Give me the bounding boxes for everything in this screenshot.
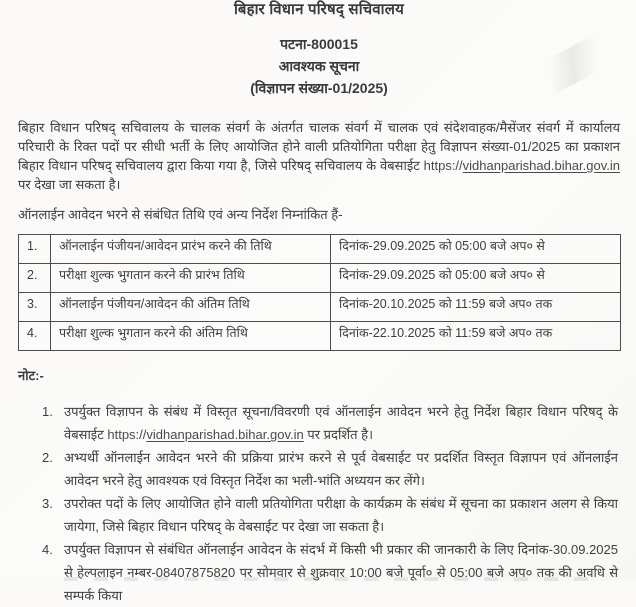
table-row (19, 264, 621, 293)
url-domain: vidhanparishad.bihar.gov.in (146, 427, 304, 442)
intro-text-before-url: बिहार विधान परिषद् सचिवालय के चालक संवर्ग के अंतर्गत चालक संवर्ग में चालक एवं संदेशवाहक/मैसेंजर संवर्ग में कार्यालय परिचारी के रिक्त पदों पर सीधी भर्ती के लिए आयोजित होने वाली प्रतियोगिता परीक्षा हेतु विज्ञापन संख्या-01/2025 का प्रकाशन बिहार विधान परिषद् सचिवालय द्वारा किया गया है, जिसे परिषद् सचिवालय के वेबसाईट (18, 120, 620, 173)
dates-heading: ऑनलाईन आवेदन भरने से संबंधित तिथि एवं अन्य निर्देश निम्नांकित हैं- (18, 207, 343, 222)
intro-text-after-url: पर देखा जा सकता है। (18, 177, 121, 192)
note-text: उपर्युक्त विज्ञापन से संबंधित ऑनलाईन आवेदन के संदर्भ में किसी भी प्रकार की जानकारी के लिए दिनांक-30.09.2025 से हेल्पलाइन नम्बर-08407875820 पर सोमवार से शुक्रवार 10:00 बजे पूर्वा० से 05:00 बजे अप० तक की अवधि से सम्पर्क किया (64, 542, 618, 603)
list-item (18, 492, 620, 538)
note-text: उपरोक्त पदों के लिए आयोजित होने वाली प्रतियोगिता परीक्षा के कार्यक्रम के संबंध में सूचना का प्रकाशन अलग से किया जायेगा, जिसे बिहार विधान परिषद् के वेबसाईट पर देखा जा सकता है। (64, 496, 618, 534)
org-name: बिहार विधान परिषद् सचिवालय (233, 1, 405, 18)
table-row (19, 322, 621, 351)
list-item (18, 538, 620, 607)
note-text: अभ्यर्थी ऑनलाईन आवेदन भरने की प्रक्रिया प्रारंभ करने से पूर्व वेबसाईट पर प्रदर्शित विस्तृत विज्ञापन एवं ऑनलाईन आवेदन भरने हेतु आवश्यक एवं विस्तृत निर्देश का भली-भांति अध्ययन कर लेंगे। (64, 450, 618, 488)
advertisement-number: (विज्ञापन संख्या-01/2025) (250, 80, 388, 96)
notes-list (18, 400, 620, 607)
table-cell-label: परीक्षा शुल्क भुगतान करने की प्रारंभ तिथि (51, 264, 331, 293)
table-cell-value: दिनांक-22.10.2025 को 11:59 बजे अप० तक (331, 322, 621, 351)
table-cell-sno: 1. (19, 235, 51, 264)
table-cell-label: ऑनलाईन पंजीयन/आवेदन प्रारंभ करने की तिथि (51, 235, 331, 264)
website-url (424, 158, 620, 173)
table-cell-sno: 2. (19, 264, 51, 293)
website-url (107, 427, 303, 442)
table-row (19, 235, 621, 264)
dates-table (18, 234, 621, 351)
list-item (18, 400, 620, 446)
notice-title: आवश्यक सूचना (278, 58, 360, 74)
note-label: नोट:- (18, 368, 44, 383)
table-cell-value: दिनांक-20.10.2025 को 11:59 बजे अप० तक (331, 293, 621, 322)
table-cell-sno: 3. (19, 293, 51, 322)
table-cell-label: परीक्षा शुल्क भुगतान करने की अंतिम तिथि (51, 322, 331, 351)
org-address: पटना-800015 (280, 36, 358, 52)
table-cell-value: दिनांक-29.09.2025 को 05:00 बजे अप० से (331, 235, 621, 264)
table-cell-value: दिनांक-29.09.2025 को 05:00 बजे अप० से (331, 264, 621, 293)
note-number: 1. (42, 404, 53, 419)
intro-paragraph (18, 118, 620, 194)
url-domain: vidhanparishad.bihar.gov.in (462, 158, 620, 173)
note1-text-before-url: उपर्युक्त विज्ञापन के संबंध में विस्तृत सूचना/विवरणी एवं ऑनलाईन आवेदन भरने हेतु निर्देश बिहार विधान परिषद् के वेबसाईट (64, 404, 618, 442)
note-text (64, 400, 620, 446)
table-row (19, 293, 621, 322)
table-cell-label: ऑनलाईन पंजीयन/आवेदन की अंतिम तिथि (51, 293, 331, 322)
note1-text-after-url: पर प्रदर्शित है। (303, 427, 374, 442)
note-number: 4. (42, 542, 53, 557)
note-number: 3. (42, 496, 53, 511)
list-item (18, 446, 620, 492)
url-scheme: https:// (107, 427, 147, 442)
note-number: 2. (42, 450, 53, 465)
url-scheme: https:// (423, 158, 463, 173)
table-cell-sno: 4. (19, 322, 51, 351)
